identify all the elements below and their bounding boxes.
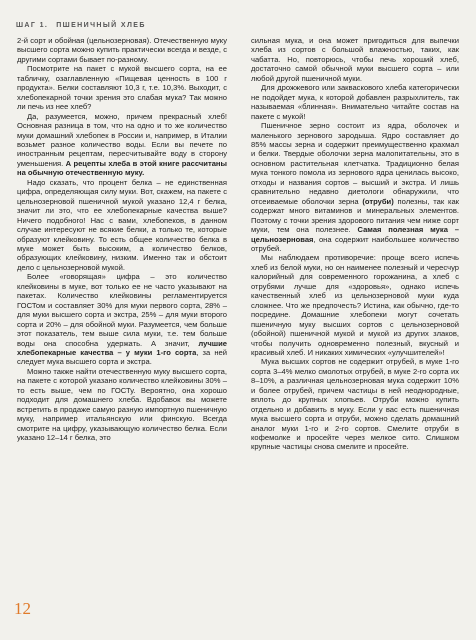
text-run: Да, разумеется, можно, причем прекрасный хлеб! Основная разница в том, что на одно и то же количество муки домашний хлебопек в России и, например, в Италии возьмет разное количество воды. Если вы печете по иностранным рецептам, пересчитывайте воду в сторону уменьшения. [17, 111, 227, 168]
paragraph [17, 272, 227, 367]
left-column [17, 36, 227, 442]
bold-text: (отруби) [362, 196, 394, 206]
header-step: ШАГ 1. [16, 22, 49, 29]
text-run: , она содержит наибольшее количество отрубей. [251, 234, 459, 253]
header-title: ПШЕНИЧНЫЙ ХЛЕБ [56, 22, 146, 29]
paragraph [17, 112, 227, 178]
paragraph [251, 36, 459, 83]
text-run: Мы наблюдаем противоречие: проще всего испечь хлеб из белой муки, но он наименее полезный и чересчур калорийный для современного горожанина, а хлеб с отрубями лучше для «здоровья», однако испечь качественный хлеб из цельнозерновой муки куда сложнее. Что же предпочесть? Истина, как обычно, где-то посредине. Домашние хлебопеки могут сочетать пшеничную муку высших сортов с цельнозерновой (обойной) пшеничной мукой и мукой из других злаков, чтобы получить одновременно полезный, вкусный и красивый хлеб. И никаких химических «улучшителей»! [251, 253, 459, 357]
running-header [16, 22, 146, 29]
text-run: Мука высших сортов не содержит отрубей, в муке 1-го сорта 3–4% мелко смолотых отрубей, в муке 2-го сорта их 8–10%, а различная цельнозерновая мука содержит 10% и более отрубей, причем частицы в ней неоднородные, вплоть до крупных хлопьев. Отруби можно купить отдельно и добавить в муку. Если у вас есть пшеничная мука высшего сорта и отруби, можно сделать домашний аналог муки 1-го и 2-го сортов. Смелите отруби в кофемолке и просейте через мелкое сито. Слишком крупные частицы снова смелите и просейте. [251, 357, 459, 452]
paragraph [17, 36, 227, 64]
paragraph [251, 253, 459, 357]
paragraph [17, 64, 227, 111]
bold-text: лучшие хлебопекарные качества – у муки 1-го сорта [17, 338, 227, 357]
paragraph [251, 83, 459, 121]
text-run: Посмотрите на пакет с мукой высшего сорта, на ее табличку, озаглавленную «Пищевая ценность в 100 г продукта». Белки составляют 10,3 г, т.е. 10,3%. Выходит, с хлебопекарной точки зрения это слабая мука? Так можно ли печь из нее хлеб? [17, 64, 227, 112]
text-run: Более «говорящая» цифра – это количество клейковины в муке, вот только ее не часто указывают на пакетах. Количество клейковины регламентируется ГОСТом и составляет 30% для муки первого сорта, 28% – для муки высшего сорта и экстра, 25% – для муки второго сорта и 20% – для обойной муки. Разумеется, чем больше этот показатель, тем выше сила муки, т.е. тем больше воды она способна удержать. А значит, [17, 272, 227, 348]
text-run: Для дрожжевого или закваскового хлеба категорически не подойдет мука, к которой добавлен разрыхлитель, так называемая «блинная». Внимательно читайте состав на пакете с мукой! [251, 83, 459, 121]
text-run: Надо сказать, что процент белка – не единственная цифра, определяющая силу муки. Вот, скажем, на пакете с цельнозерновой пшеничной мукой указано 12,4 г белка, значит ли это, что ее хлебопекарные качества выше? Ничего подобного! Нас с вами, хлебопеков, в данном случае интересуют не всякие белки, а только те, которые образуют клейковину. То есть общее количество белка в муке может быть высоким, а количество белков, образующих клейковину, низким. Именно так и обстоит дело с цельнозерновой мукой. [17, 177, 227, 272]
right-column [251, 36, 459, 452]
text-run: 2-й сорт и обойная (цельнозерновая). Отечественную муку высшего сорта можно купить практически всегда и везде, с другими сортами бывает по-разному. [17, 36, 227, 64]
text-run: Можно также найти отечественную муку высшего сорта, на пакете с которой указано количество клейковины 30% – то есть выше, чем по ГОСТу. Вероятно, она хорошо подходит для домашнего хлеба. Вдобавок вы можете встретить в продаже самую разную импортную пшеничную муку, например итальянскую или финскую. Всегда смотрите на цифру, указывающую количество белка. Если указано 12–14 г белка, это [17, 366, 227, 443]
text-run: полезны, так как содержат много витаминов и минеральных элементов. Поэтому с точки зрения здорового питания чем ниже сорт муки, тем она полезнее. [251, 196, 459, 235]
bold-text: Самая полезная мука – цельнозерновая [251, 225, 459, 244]
paragraph [251, 357, 459, 452]
paragraph [17, 367, 227, 443]
text-run: , за ней следует мука высшего сорта и экстра. [17, 347, 227, 367]
paragraph [251, 121, 459, 253]
text-run: Пшеничное зерно состоит из ядра, оболочек и маленького зернового зародыша. Ядро составляет до 85% массы зерна и содержит преимущественно крахмал и белки. Твердые оболочки зерна малопитательны, это в основном растительная клетчатка. Традиционно белая мука тонкого помола из зернового ядра ценилась высоко, отходы и названия сортов – высший и экстра. И лишь сравнительно недавно диетологи обнаружили, что отсеиваемые оболочки зерна [251, 121, 459, 206]
bold-text: А рецепты хлеба в этой книге рассчитаны на обычную отечественную муку. [17, 158, 227, 178]
text-run: сильная мука, и она может пригодиться для выпечки хлеба из сортов с большой влажностью, таких, как чабатта. Но, повторюсь, чтобы печь хороший хлеб, достаточно самой обычной муки высшего сорта – или любой другой пшеничной муки. [251, 36, 459, 83]
page-number: 12 [14, 599, 31, 618]
paragraph [17, 178, 227, 273]
